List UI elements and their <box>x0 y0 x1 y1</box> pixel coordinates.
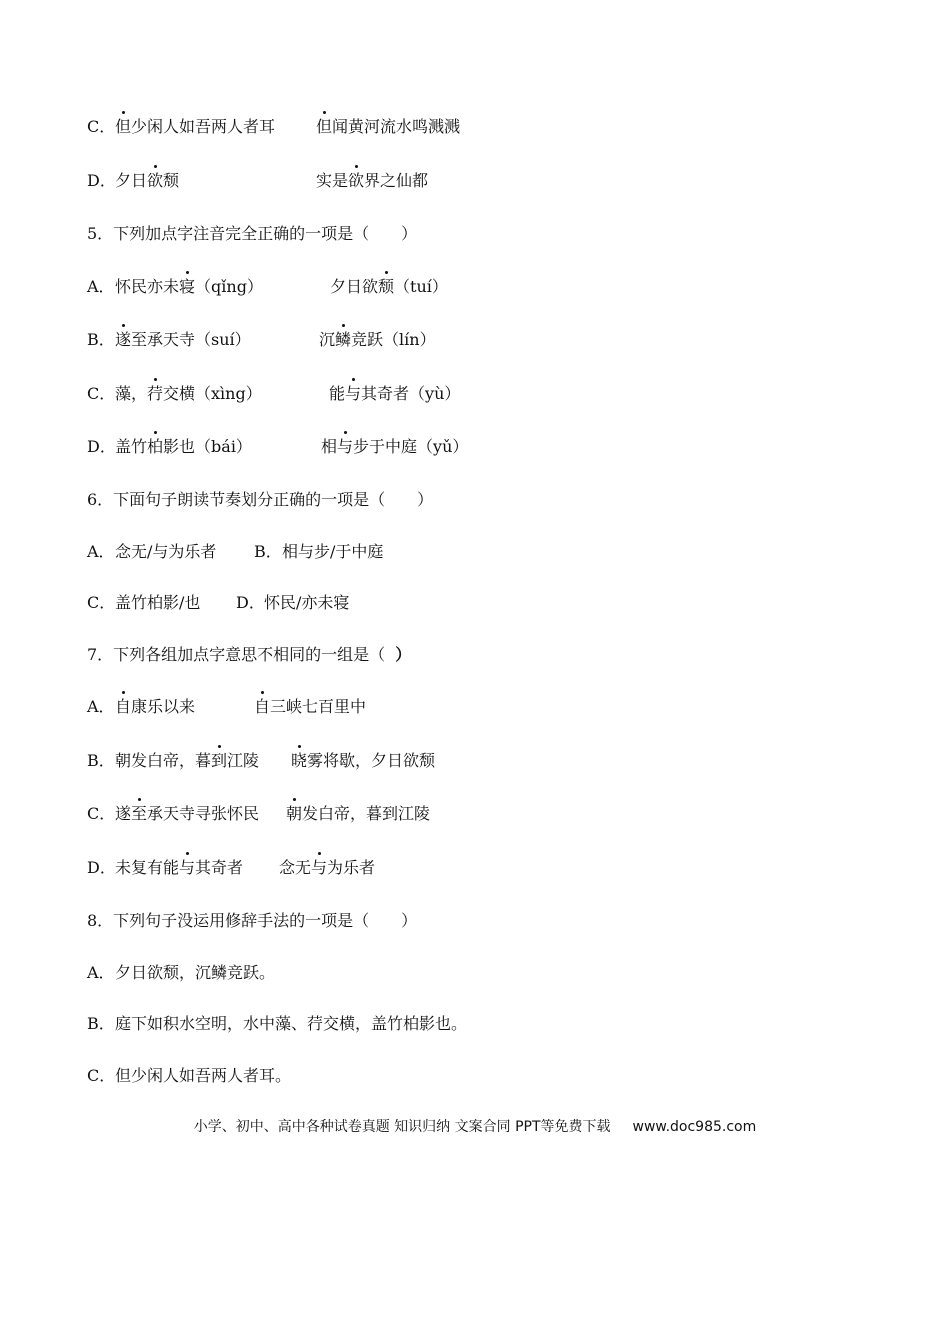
q5-option-d: D．盖竹柏影也（bái） 相与步于中庭（yǔ） <box>87 437 469 456</box>
dotted-char: 到 <box>211 751 228 770</box>
dotted-char: 但 <box>316 117 333 136</box>
q5-stem: 5．下列加点字注音完全正确的一项是（ ） <box>87 224 418 243</box>
dotted-char: 晓 <box>291 751 308 770</box>
q5-option-a: A．怀民亦未寝（qǐng） 夕日欲颓（tuí） <box>87 277 448 296</box>
dotted-char: 荇 <box>147 384 164 403</box>
q7-stem: 7．下列各组加点字意思不相同的一组是（ ） <box>87 645 412 664</box>
q6-stem: 6．下面句子朗读节奏划分正确的一项是（ ） <box>87 490 434 509</box>
q4-option-d: D．夕日欲颓 实是欲界之仙都 <box>87 171 429 190</box>
q5-option-c: C．藻，荇交横（xìng） 能与其奇者（yù） <box>87 384 461 403</box>
q8-option-c: C．但少闲人如吾两人者耳。 <box>87 1066 292 1085</box>
dotted-char: 但 <box>115 117 132 136</box>
page-footer <box>0 1116 950 1136</box>
q7-option-a: A．自康乐以来 自三峡七百里中 <box>87 697 367 716</box>
dotted-char: 朝 <box>286 804 303 823</box>
dotted-char: 与 <box>179 858 196 877</box>
q4-option-c: C．但少闲人如吾两人者耳 但闻黄河流水鸣溅溅 <box>87 117 461 136</box>
q6-options-row2: C．盖竹柏影/也 D．怀民/亦未寝 <box>87 593 350 612</box>
dotted-char: 鳞 <box>335 330 352 349</box>
dotted-char: 遂 <box>115 330 132 349</box>
dotted-char: 与 <box>311 858 328 877</box>
dotted-char: 与 <box>337 437 354 456</box>
dotted-char: 自 <box>254 697 271 716</box>
dotted-char: 欲 <box>147 171 164 190</box>
dotted-char: 寝 <box>179 277 196 296</box>
q7-option-d: D．未复有能与其奇者 念无与为乐者 <box>87 858 376 877</box>
dotted-char: 与 <box>345 384 362 403</box>
q7-option-b: B．朝发白帝，暮到江陵 晓雾将歇，夕日欲颓 <box>87 751 436 770</box>
footer-url-link[interactable]: www.doc985.com <box>632 1119 757 1135</box>
q8-stem: 8．下列句子没运用修辞手法的一项是（ ） <box>87 911 418 930</box>
dotted-char: 柏 <box>147 437 164 456</box>
q6-options-row1: A．念无/与为乐者 B．相与步/于中庭 <box>87 542 384 561</box>
q7-option-c: C．遂至承天寺寻张怀民 朝发白帝，暮到江陵 <box>87 804 431 823</box>
q5-option-b: B．遂至承天寺（suí） 沉鳞竞跃（lín） <box>87 330 436 349</box>
dotted-char: 颓 <box>378 277 395 296</box>
dotted-char: 自 <box>115 697 132 716</box>
dotted-char: 欲 <box>348 171 365 190</box>
dotted-char: 至 <box>131 804 148 823</box>
q8-option-a: A．夕日欲颓，沉鳞竞跃。 <box>87 963 276 982</box>
footer-text: 小学、初中、高中各种试卷真题 知识归纳 文案合同 PPT等免费下载 <box>193 1119 611 1135</box>
q8-option-b: B．庭下如积水空明，水中藻、荇交横，盖竹柏影也。 <box>87 1014 468 1033</box>
